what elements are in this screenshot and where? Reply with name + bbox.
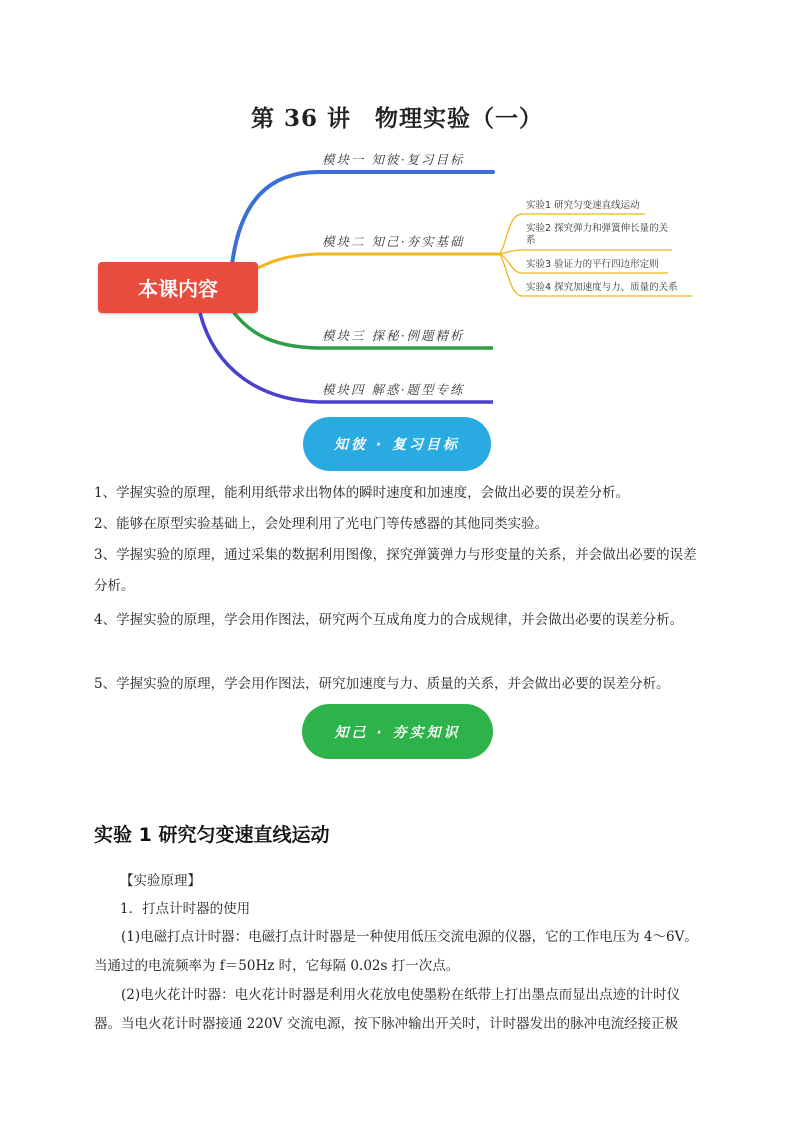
- branch-line-2: [258, 254, 500, 268]
- paragraph-spark-timer: (2)电火花计时器：电火花计时器是利用火花放电使墨粉在纸带上打出墨点而显出点迹的计时仪器。当电火花计时器接通 220V 交流电源，按下脉冲输出开关时，计时器发出的脉冲电流经接正极: [94, 987, 681, 1032]
- sub-item-1: 实验1 研究匀变速直线运动: [526, 200, 640, 211]
- branch-label-1: 模块一 知彼·复习目标: [322, 152, 465, 167]
- goal-item-4: 4、学握实验的原理，学会用作图法，研究两个互成角度力的合成规律，并会做出必要的误差分析。: [94, 612, 684, 628]
- item-timer-usage: 1．打点计时器的使用: [120, 901, 251, 917]
- branch-label-3: 模块三 探秘·例题精析: [322, 328, 465, 343]
- branch-label-4: 模块四 解惑·题型专练: [322, 382, 465, 397]
- review-goals-badge: 知彼 · 复习目标: [303, 417, 491, 471]
- paragraph-electromagnetic-timer: (1)电磁打点计时器：电磁打点计时器是一种使用低压交流电源的仪器，它的工作电压为 4～6V。当通过的电流频率为 f＝50Hz 时，它每隔 0.02s 打一次点。: [94, 929, 698, 974]
- section-heading: 实验 1 研究匀变速直线运动: [94, 824, 330, 846]
- goal-item-3: 3、学握实验的原理，通过采集的数据利用图像，探究弹簧弹力与形变量的关系，并会做出必要的误差分析。: [94, 547, 697, 594]
- goal-item-2: 2、能够在原型实验基础上，会处理利用了光电门等传感器的其他同类实验。: [94, 516, 549, 532]
- branch-line-1: [232, 172, 493, 265]
- basics-badge: 知己 · 夯实知识: [302, 704, 493, 759]
- sub-line-2: [500, 250, 672, 254]
- sub-item-4: 实验4 探究加速度与力、质量的关系: [526, 282, 678, 293]
- page-title: 第 36 讲 物理实验（一）: [250, 105, 544, 132]
- mindmap-center: 本课内容: [98, 262, 258, 313]
- sub-item-3: 实验3 验证力的平行四边形定则: [526, 259, 659, 270]
- mindmap-connectors: [0, 0, 794, 420]
- principle-label: 【实验原理】: [120, 873, 201, 889]
- goal-item-5: 5、学握实验的原理，学会用作图法，研究加速度与力、质量的关系，并会做出必要的误差分析。: [94, 676, 670, 692]
- sub-item-2: 实验2 探究弹力和弹簧伸长量的关系: [526, 223, 669, 246]
- goal-item-1: 1、学握实验的原理，能利用纸带求出物体的瞬时速度和加速度，会做出必要的误差分析。: [94, 485, 630, 501]
- branch-label-2: 模块二 知己·夯实基础: [322, 234, 465, 249]
